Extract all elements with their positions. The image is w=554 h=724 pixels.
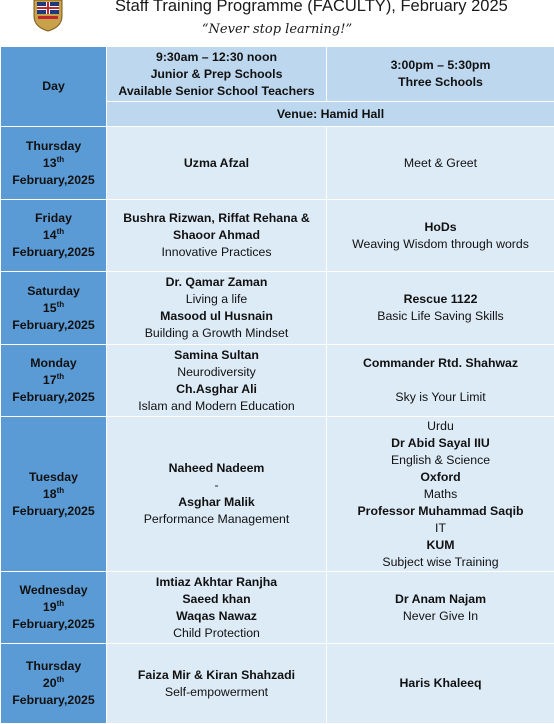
afternoon-session-cell (327, 200, 554, 272)
morning-session-cell (107, 417, 327, 572)
morning-session-header (107, 47, 327, 102)
session-topic: Urdu (329, 418, 552, 435)
day-date (3, 675, 104, 692)
header-row (1, 47, 554, 102)
presenter-name: Saeed khan (109, 591, 324, 608)
date-suffix: th (57, 227, 65, 236)
date-suffix: th (57, 372, 65, 381)
session-topic (329, 372, 552, 389)
session-topic: Never Give In (329, 608, 552, 625)
session-topic: Sky is Your Limit (329, 389, 552, 406)
presenter-name: Uzma Afzal (109, 155, 324, 172)
afternoon-session-cell (327, 127, 554, 200)
day-cell (1, 127, 107, 200)
day-cell (1, 417, 107, 572)
date-number: 17 (43, 373, 57, 387)
day-cell (1, 644, 107, 724)
schedule-row (1, 345, 554, 417)
afternoon-session-header (327, 47, 554, 102)
presenter-name: Imtiaz Akhtar Ranjha (109, 574, 324, 591)
session-topic: Building a Growth Mindset (109, 325, 324, 342)
session-topic: Islam and Modern Education (109, 398, 324, 415)
session-topic: Weaving Wisdom through words (329, 236, 552, 253)
schedule-row (1, 644, 554, 724)
morning-session-cell (107, 127, 327, 200)
day-month: February,2025 (3, 503, 104, 520)
session-topic: Meet & Greet (329, 155, 552, 172)
day-date (3, 300, 104, 317)
morning-session-cell (107, 644, 327, 724)
day-name: Friday (3, 210, 104, 227)
date-number: 15 (43, 301, 57, 315)
presenter-name: Commander Rtd. Shahwaz (329, 355, 552, 372)
session-topic: Child Protection (109, 625, 324, 642)
date-suffix: th (57, 154, 65, 163)
morning-session-cell (107, 272, 327, 345)
date-suffix: th (57, 485, 65, 494)
day-date (3, 227, 104, 244)
presenter-name: Dr Anam Najam (329, 591, 552, 608)
day-date (3, 372, 104, 389)
presenter-name: Samina Sultan (109, 347, 324, 364)
afternoon-session-cell (327, 572, 554, 644)
presenter-name: Faiza Mir & Kiran Shahzadi (109, 667, 324, 684)
schedule-row (1, 200, 554, 272)
page-title: Staff Training Programme (FACULTY), February 2025 (115, 0, 508, 16)
day-name: Monday (3, 355, 104, 372)
morning-time: 9:30am – 12:30 noon (109, 49, 324, 66)
morning-audience-2: Available Senior School Teachers (109, 83, 324, 100)
presenter-name: Naheed Nadeem (109, 460, 324, 477)
date-number: 14 (43, 228, 57, 242)
day-name: Wednesday (3, 582, 104, 599)
date-suffix: th (57, 675, 65, 684)
day-month: February,2025 (3, 692, 104, 709)
day-cell (1, 345, 107, 417)
session-topic: Living a life (109, 291, 324, 308)
date-number: 19 (43, 600, 57, 614)
day-name: Thursday (3, 138, 104, 155)
date-number: 18 (43, 487, 57, 501)
presenter-name: Dr Abid Sayal IIU (329, 435, 552, 452)
schedule-row (1, 272, 554, 345)
morning-session-cell (107, 572, 327, 644)
date-number: 20 (43, 676, 57, 690)
date-number: 13 (43, 156, 57, 170)
session-topic: - (109, 477, 324, 494)
day-date (3, 486, 104, 503)
presenter-name: Haris Khaleeq (329, 675, 552, 692)
schedule-table (0, 46, 554, 724)
day-cell (1, 572, 107, 644)
presenter-name: Dr. Qamar Zaman (109, 274, 324, 291)
day-cell (1, 200, 107, 272)
session-topic: Basic Life Saving Skills (329, 308, 552, 325)
session-topic: Maths (329, 486, 552, 503)
day-cell (1, 272, 107, 345)
day-month: February,2025 (3, 172, 104, 189)
date-suffix: th (57, 299, 65, 308)
presenter-name: Ch.Asghar Ali (109, 381, 324, 398)
afternoon-session-cell (327, 345, 554, 417)
motto: “Never stop learning!” (0, 22, 554, 37)
morning-session-cell (107, 345, 327, 417)
page-header (0, 0, 554, 46)
presenter-name: Oxford (329, 469, 552, 486)
afternoon-session-cell (327, 272, 554, 345)
schedule-row (1, 572, 554, 644)
day-date (3, 155, 104, 172)
day-month: February,2025 (3, 317, 104, 334)
presenter-name: Rescue 1122 (329, 291, 552, 308)
presenter-name: Asghar Malik (109, 494, 324, 511)
venue: Venue: Hamid Hall (107, 102, 554, 127)
session-topic: Neurodiversity (109, 364, 324, 381)
day-month: February,2025 (3, 389, 104, 406)
day-name: Tuesday (3, 469, 104, 486)
morning-session-cell (107, 200, 327, 272)
schedule-row (1, 127, 554, 200)
presenter-name: Shaoor Ahmad (109, 227, 324, 244)
presenter-name: HoDs (329, 219, 552, 236)
day-name: Saturday (3, 283, 104, 300)
day-month: February,2025 (3, 616, 104, 633)
session-topic: Subject wise Training (329, 554, 552, 571)
afternoon-session-cell (327, 417, 554, 572)
presenter-name: Masood ul Husnain (109, 308, 324, 325)
session-topic: English & Science (329, 452, 552, 469)
afternoon-audience: Three Schools (329, 74, 552, 91)
session-topic: Innovative Practices (109, 244, 324, 261)
session-topic: IT (329, 520, 552, 537)
day-month: February,2025 (3, 244, 104, 261)
day-column-header: Day (1, 47, 107, 127)
presenter-name: Waqas Nawaz (109, 608, 324, 625)
morning-audience-1: Junior & Prep Schools (109, 66, 324, 83)
day-name: Thursday (3, 658, 104, 675)
presenter-name: Professor Muhammad Saqib (329, 503, 552, 520)
presenter-name: KUM (329, 537, 552, 554)
day-date (3, 599, 104, 616)
presenter-name: Bushra Rizwan, Riffat Rehana & (109, 210, 324, 227)
afternoon-time: 3:00pm – 5:30pm (329, 57, 552, 74)
session-topic: Self-empowerment (109, 684, 324, 701)
session-topic: Performance Management (109, 511, 324, 528)
schedule-row (1, 417, 554, 572)
afternoon-session-cell (327, 644, 554, 724)
date-suffix: th (57, 599, 65, 608)
